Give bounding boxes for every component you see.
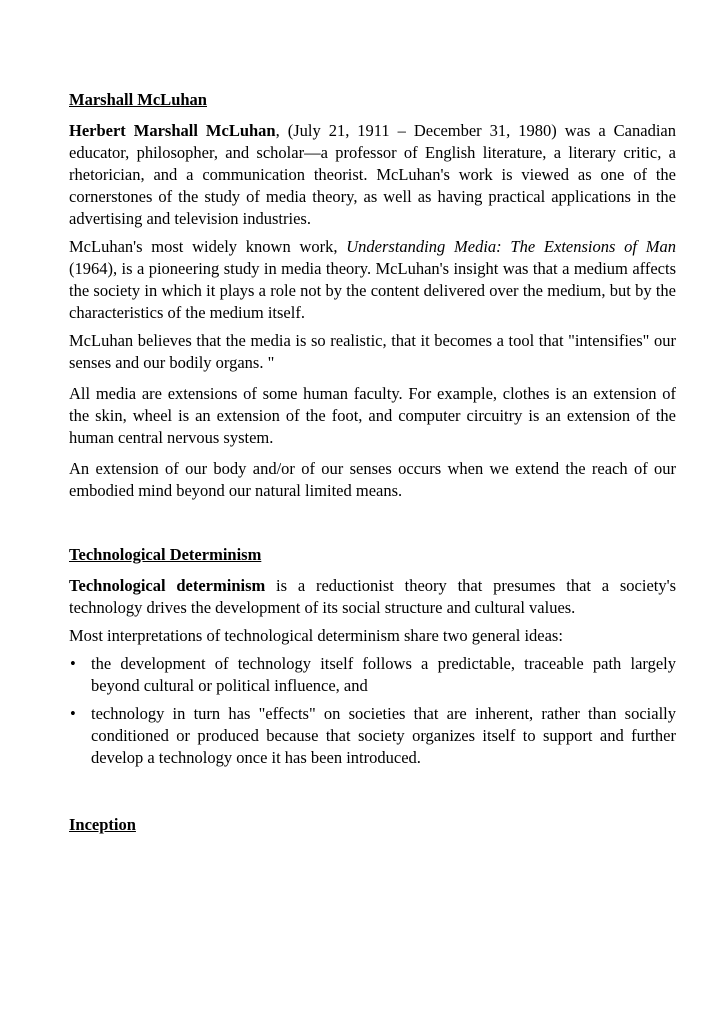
list-item-text: technology in turn has "effects" on societies that are inherent, rather than socially conditioned or produced because that society organizes itself to support and further develop a technology once it has been introduced. <box>91 704 676 767</box>
bullet-icon: • <box>70 704 76 723</box>
bullet-icon: • <box>70 654 76 673</box>
paragraph: Most interpretations of technological determinism share two general ideas: <box>69 626 563 645</box>
paragraph-text: , (July 21, 1911 – December 31, 1980) was a Canadian educator, philosopher, and scholar—a professor of English literature, a literary critic, a rhetorician, and a communication theorist. McLuhan's work is viewed as one of the cornerstones of the study of media theory, as well as having practical applications in the advertising and television industries. <box>69 121 676 228</box>
document-body <box>69 89 676 845</box>
section-marshall-mcluhan <box>69 89 676 502</box>
section-heading: Marshall McLuhan <box>69 90 207 109</box>
list-item <box>69 703 676 769</box>
section-inception <box>69 814 676 836</box>
section-technological-determinism <box>69 544 676 769</box>
paragraph-text: (1964), is a pioneering study in media theory. McLuhan's insight was that a medium affects the society in which it plays a role not by the content delivered over the medium, but by the characteristics of the medium itself. <box>69 259 676 322</box>
paragraph-text: is a reductionist theory that presumes that a society's technology drives the development of its social structure and cultural values. <box>69 576 677 617</box>
paragraph <box>69 120 676 230</box>
bullet-list <box>69 653 676 769</box>
list-item-text: the development of technology itself follows a predictable, traceable path largely beyond cultural or political influence, and <box>91 654 676 695</box>
list-item <box>69 653 676 697</box>
section-heading: Inception <box>69 815 136 834</box>
bold-term: Technological determinism <box>69 576 266 595</box>
paragraph <box>69 575 676 619</box>
section-heading: Technological Determinism <box>69 545 262 564</box>
paragraph <box>69 236 676 324</box>
paragraph: All media are extensions of some human faculty. For example, clothes is an extension of the skin, wheel is an extension of the foot, and computer circuitry is an extension of the human central nervous system. <box>69 384 676 447</box>
paragraph: McLuhan believes that the media is so realistic, that it becomes a tool that "intensifies" our senses and our bodily organs. " <box>69 331 676 372</box>
book-title: Understanding Media: The Extensions of Man <box>346 237 676 256</box>
bold-term: Herbert Marshall McLuhan <box>69 121 276 140</box>
paragraph: An extension of our body and/or of our senses occurs when we extend the reach of our embodied mind beyond our natural limited means. <box>69 459 676 500</box>
paragraph-text: McLuhan's most widely known work, <box>69 237 347 256</box>
